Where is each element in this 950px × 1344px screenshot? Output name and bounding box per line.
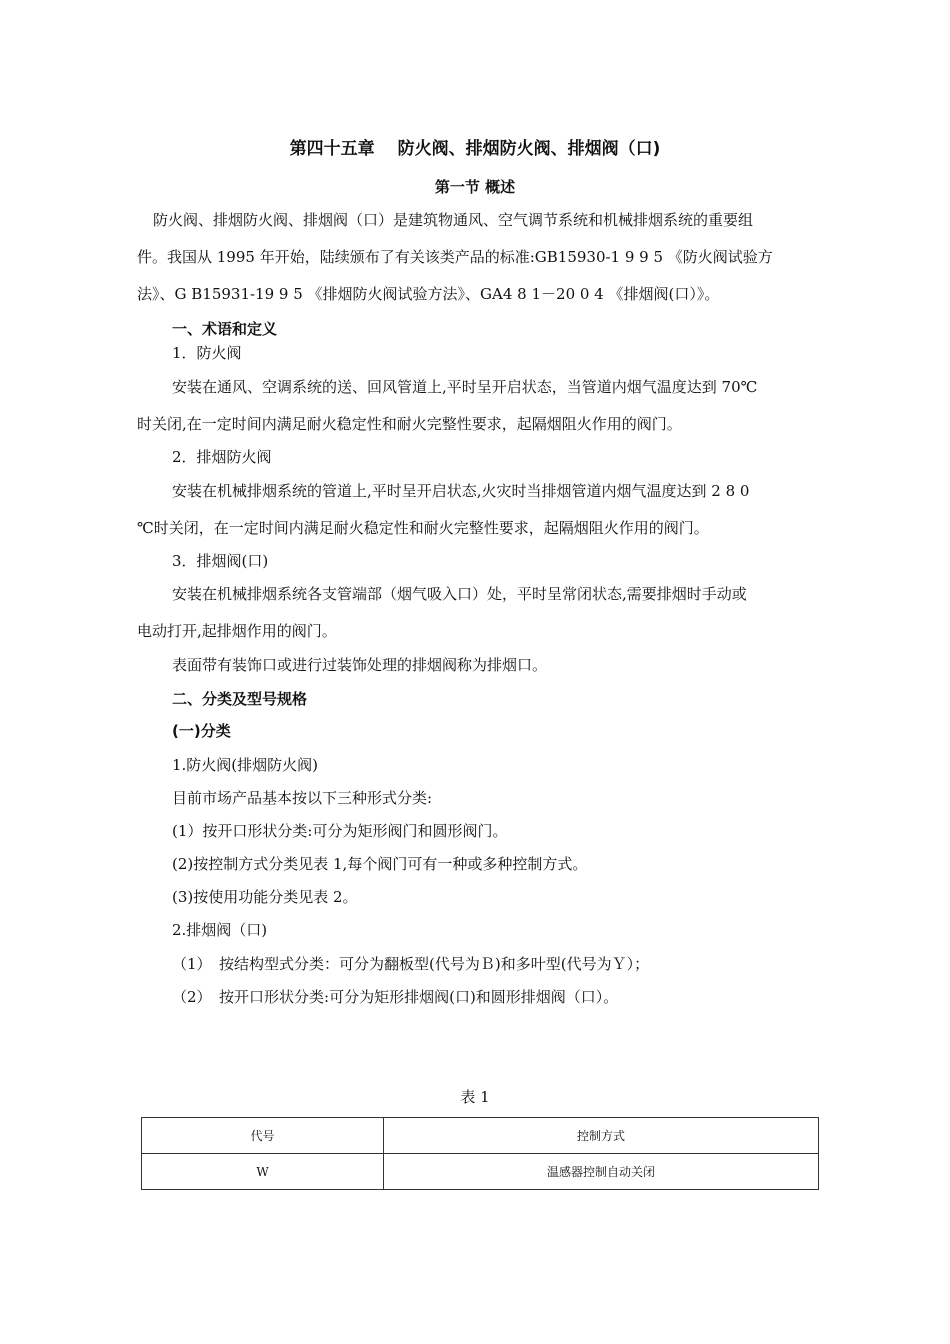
class1-item: (1）按开口形状分类:可分为矩形阀门和圆形阀门。 [172,822,508,840]
intro-line: 件。我国从 1995 年开始，陆续颁布了有关该类产品的标准:GB15930-1 9 9 5 《防火阀试验方 [137,248,773,266]
heading-terms: 一、术语和定义 [172,320,278,338]
class1-item: (3)按使用功能分类见表 2。 [172,888,358,906]
class1-item: (2)按控制方式分类见表 1,每个阀门可有一种或多种控制方式。 [172,855,588,873]
intro-line: 防火阀、排烟防火阀、排烟阀（口）是建筑物通风、空气调节系统和机械排烟系统的重要组 [153,211,754,229]
item2-text: 安装在机械排烟系统的管道上,平时呈开启状态,火灾时当排烟管道内烟气温度达到 2 8 0 [172,482,750,500]
item3-title: 3．排烟阀(口) [172,552,269,570]
item3-text: 电动打开,起排烟作用的阀门。 [137,622,337,640]
item2-title: 2．排烟防火阀 [172,448,272,466]
item2-text: ℃时关闭，在一定时间内满足耐火稳定性和耐火完整性要求，起隔烟阻火作用的阀门。 [137,519,709,537]
chapter-title: 第四十五章 防火阀、排烟防火阀、排烟阀（口) [289,139,661,159]
item3-text: 安装在机械排烟系统各支管端部（烟气吸入口）处，平时呈常闭状态,需要排烟时手动或 [172,585,747,603]
table-row [142,1154,819,1190]
item1-text: 安装在通风、空调系统的送、回风管道上,平时呈开启状态，当管道内烟气温度达到 70℃ [172,378,758,396]
class1-title: 1.防火阀(排烟防火阀) [172,756,319,774]
item1-title: 1．防火阀 [172,344,242,362]
item1-text: 时关闭,在一定时间内满足耐火稳定性和耐火完整性要求，起隔烟阻火作用的阀门。 [137,415,682,433]
table1 [141,1117,819,1190]
table-header-cell: 控制方式 [384,1118,819,1154]
sub-classification: (一)分类 [172,722,231,740]
item3-note: 表面带有装饰口或进行过装饰处理的排烟阀称为排烟口。 [172,656,548,674]
table-cell: 温感器控制自动关闭 [384,1154,819,1190]
intro-line: 法》、G B15931-19 9 5 《排烟防火阀试验方法》、GA4 8 1－20 0 4 《排烟阀(口）》。 [137,285,720,303]
heading-classification: 二、分类及型号规格 [172,690,308,708]
class2-item: （2） 按开口形状分类:可分为矩形排烟阀(口)和圆形排烟阀（口）。 [172,988,619,1006]
table1-caption: 表 1 [460,1088,490,1106]
class2-title: 2.排烟阀（口) [172,921,268,939]
table-header-row [142,1118,819,1154]
table-header-cell: 代号 [142,1118,384,1154]
class2-item: （1） 按结构型式分类：可分为翻板型(代号为Ｂ)和多叶型(代号为Ｙ）； [172,955,650,973]
table-cell: W [142,1154,384,1190]
class1-intro: 目前市场产品基本按以下三种形式分类: [172,789,433,807]
section-title: 第一节 概述 [434,178,516,196]
